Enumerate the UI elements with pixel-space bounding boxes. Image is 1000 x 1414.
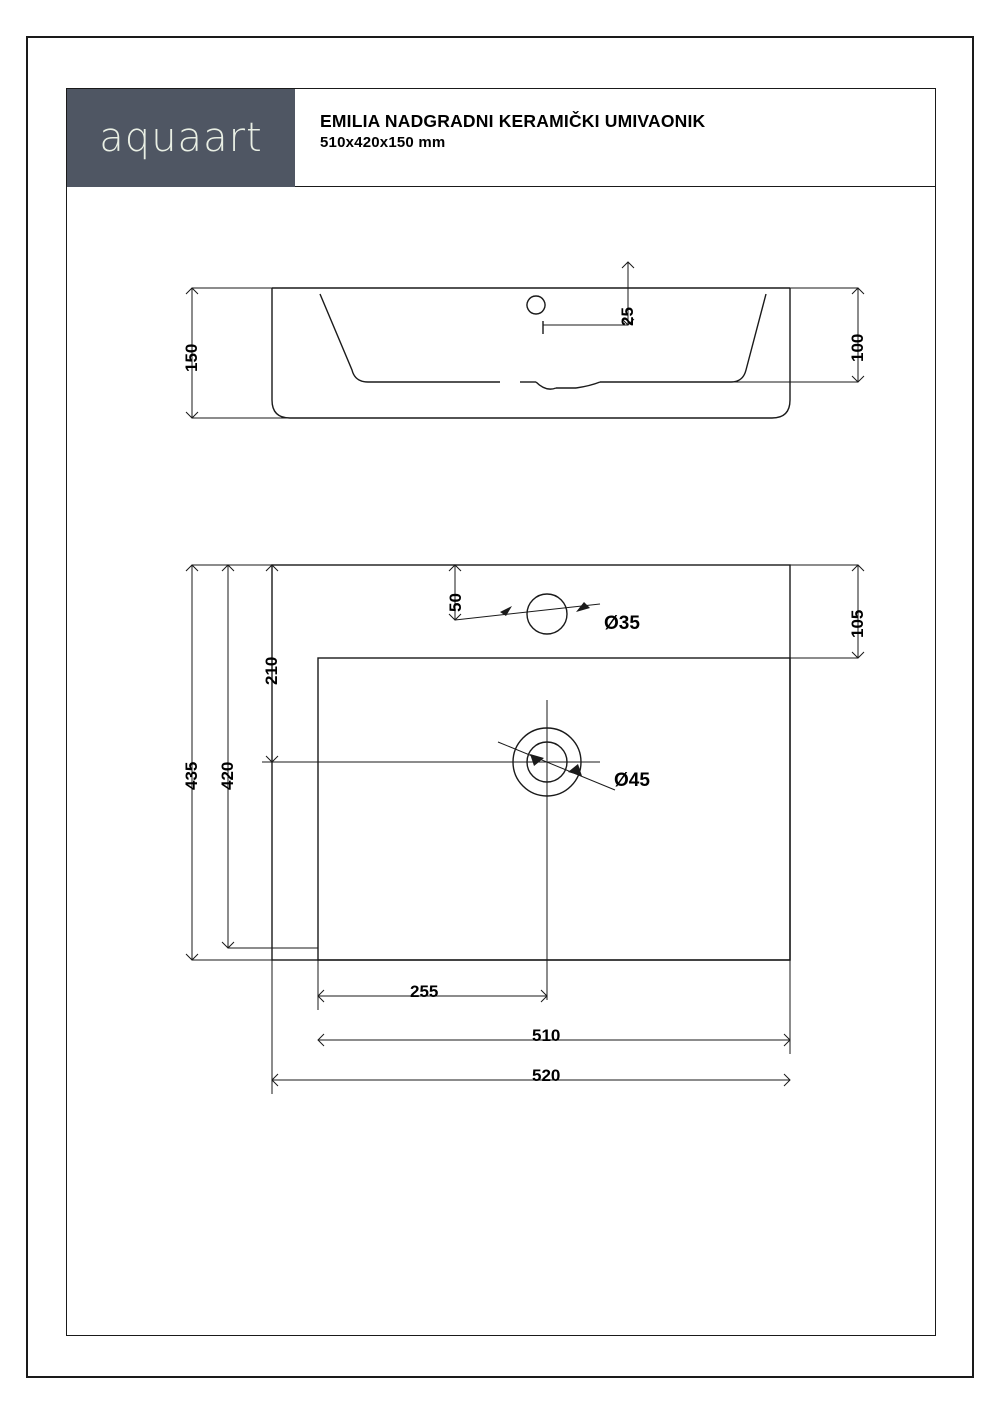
dim-label-520: 520 <box>532 1066 561 1085</box>
dim-420 <box>222 565 318 948</box>
dim-label-105: 105 <box>848 609 867 638</box>
callout-label-d45: Ø45 <box>614 770 650 791</box>
product-size: 510x420x150 mm <box>320 134 446 151</box>
front-elevation-outline <box>272 288 790 418</box>
dim-label-25: 25 <box>618 307 637 326</box>
centre-lines <box>262 700 600 1000</box>
product-name: EMILIA NADGRADNI KERAMIČKI UMIVAONIK <box>320 111 706 131</box>
brand-logo-text: aquaart <box>99 115 263 161</box>
dim-520 <box>272 960 790 1094</box>
dim-label-255: 255 <box>410 982 439 1001</box>
dim-label-210: 210 <box>262 656 281 685</box>
callout-d45-leader <box>498 742 615 790</box>
dim-label-435: 435 <box>182 761 201 790</box>
dim-label-510: 510 <box>532 1026 561 1045</box>
dim-label-100: 100 <box>848 333 867 362</box>
dim-label-50: 50 <box>446 593 465 612</box>
dim-label-420: 420 <box>218 761 237 790</box>
front-overflow-hole <box>527 296 545 334</box>
callout-label-d35: Ø35 <box>604 613 640 634</box>
dim-100 <box>731 288 864 382</box>
dim-label-150: 150 <box>182 343 201 372</box>
tap-hole <box>527 594 567 634</box>
